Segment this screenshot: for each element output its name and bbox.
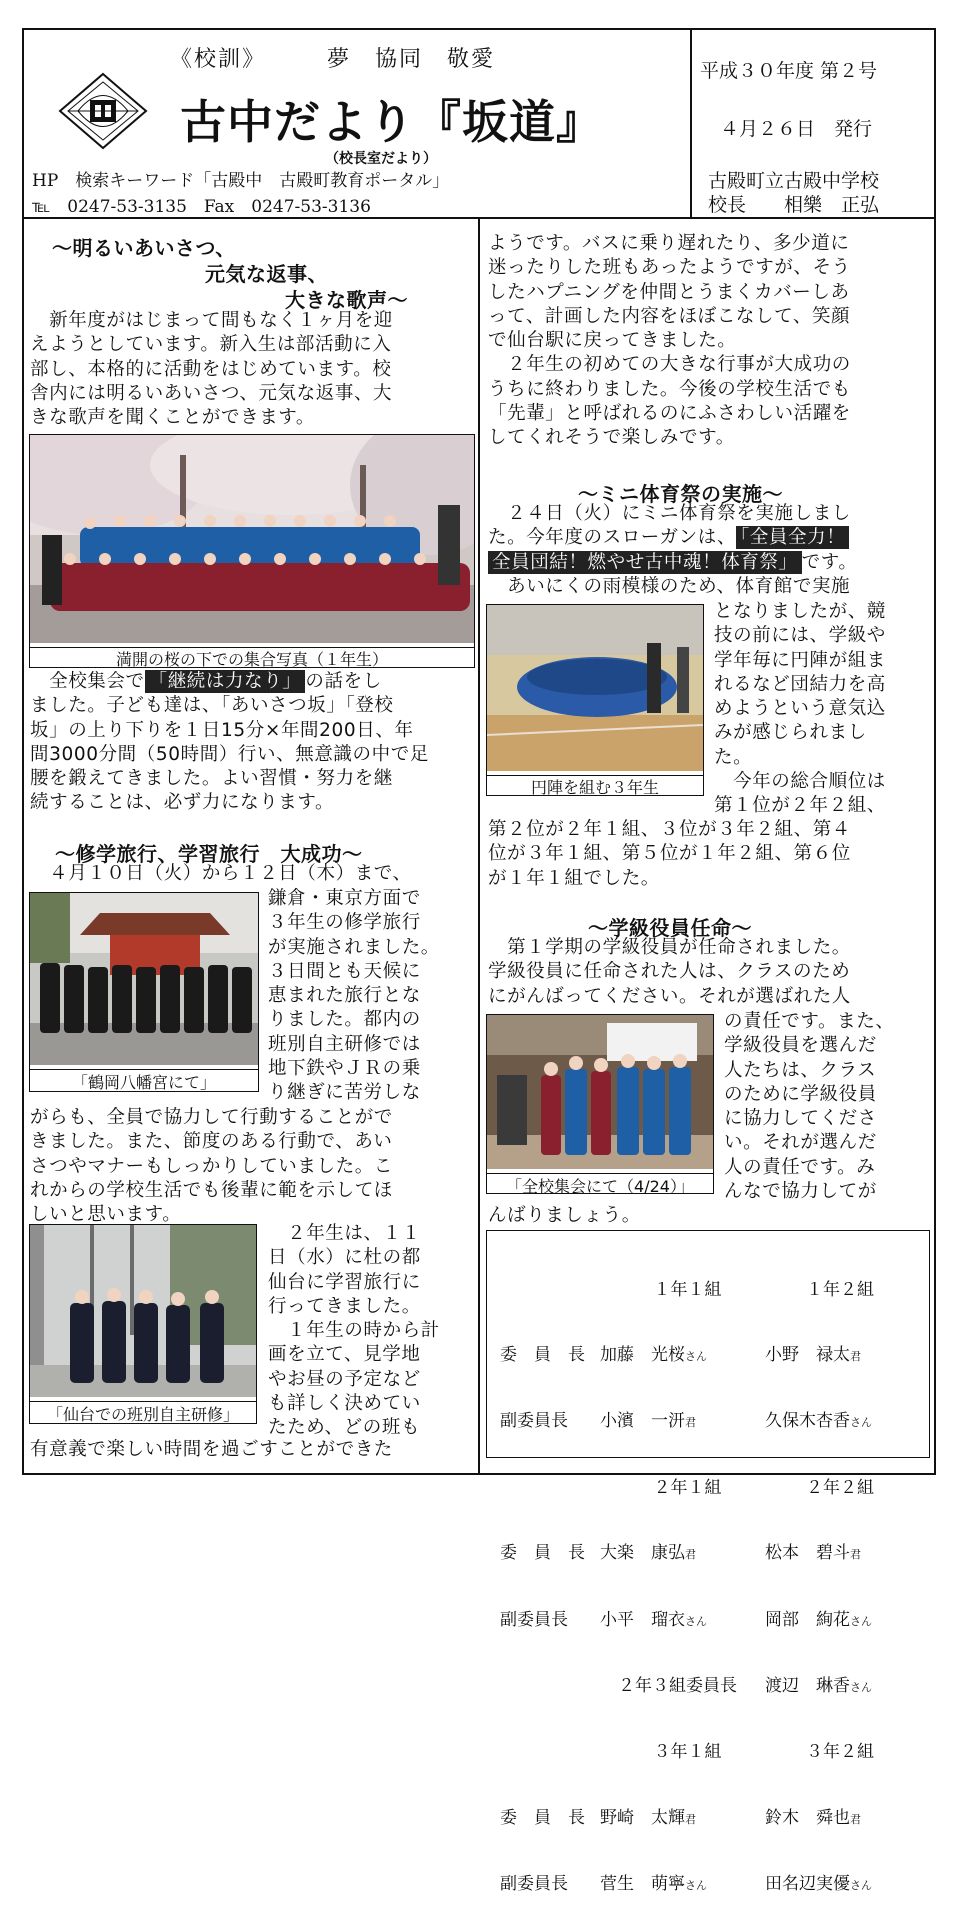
sports-side-text: となりましたが、競 技の前には、学級や 学年毎に円陣が組ま れるなど団結力を高 めようという意気込 みが感じられまし た。 今年の総合順位は 第１位が２年２組、 (714, 601, 886, 817)
photo4-caption: 円陣を組む３年生 (487, 775, 703, 799)
roster-row: 委 員 長 野崎 太輝君 鈴木 舜也君 (500, 1807, 861, 1828)
officer-roster (500, 1236, 915, 1919)
roster-row: １年１組 １年２組 (653, 1279, 874, 1300)
school-name: 古殿町立古殿中学校 (708, 170, 880, 192)
trip-first-line: ４月１０日（火）から１２日（木）まで、 (30, 863, 412, 884)
sports-results-text: 第２位が２年１組、３位が３年２組、第４ 位が３年１組、第５位が１年２組、第６位 が１年１組でした。 (488, 819, 851, 889)
roster-row: 委 員 長 大楽 康弘君 松本 碧斗君 (500, 1543, 861, 1564)
paragraph-new-year: 新年度がはじまって間もなく１ヶ月を迎 えようとしています。新入生は部活動に入 部し、本格的に活動をはじめています。校 舎内には明るいあいさつ、元気な返事、大 きな歌声を聞くことができます。 (30, 310, 393, 429)
school-motto (170, 42, 495, 73)
officers-side-text: の責任です。また、 学級役員を選んだ 人たちは、クラス のために学級役員 に協力してくださ い。それが選んだ 人の責任です。み んなで協力してが (724, 1011, 895, 1203)
paragraph-sports-day: ２４日（火）にミニ体育祭を実施しまし た。今年度のスローガンは、 「全員全力！ 全員団結！燃やせ古中魂！体育祭」 です。 あいにくの雨模様のため、体育館で実施 (488, 503, 858, 597)
roster-row: 委 員 長 加藤 光桜さん 小野 禄太君 (500, 1344, 861, 1365)
paragraph-continuity: 全校集会で 「継続は力なり」 の話をし ました。子ども達は、「あいさつ坂」「登校 坂」の上り下りを１日15分×年間200日、年 間3000分間（50時間）行い、無意識の中で足 腰を鍛えてきました。よい習慣・努力を継 続することは、必ず力になります。 (30, 671, 429, 814)
roster-row: ２年３組委員長 渡辺 琳香さん (618, 1675, 872, 1696)
hp-search-line: HP 検索キーワード「古殿中 古殿町教育ポータル」 (32, 171, 450, 191)
heading-mini-sports-day: ～ミニ体育祭の実施～ (578, 482, 783, 506)
photo3-caption: 「仙台での班別自主研修」 (30, 1401, 256, 1427)
issue-date: ４月２６日 発行 (720, 118, 873, 140)
newsletter-subtitle: （校長室だより） (325, 151, 437, 167)
roster-row: ２年１組 ２年２組 (653, 1477, 874, 1498)
roster-row: 副委員長 菅生 萌寧さん 田名辺実優さん (500, 1874, 872, 1895)
issue-number: 平成３０年度 第２号 (700, 60, 878, 82)
motto-label: 《校訓》 (170, 47, 256, 72)
trip-side-text: 鎌倉・東京方面で ３年生の修学旅行 が実施されました。 ３日間とも天候に 恵まれた旅行とな りました。都内の 班別自主研修では 地下鉄やＪＲの乗 り継ぎに苦労しな (268, 888, 440, 1104)
highlight-slogan-2: 全員団結！燃やせ古中魂！体育祭」 (488, 551, 802, 574)
photo-tsurugaoka-hachimangu (30, 893, 258, 1065)
photo-assembly-officers (487, 1015, 713, 1169)
tel-fax-line: ℡ 0247-53-3135 Fax 0247-53-3136 (32, 197, 371, 217)
heading-class-officers: ～学級役員任命～ (588, 916, 752, 940)
photo2-box (29, 892, 259, 1092)
photo1-box (29, 434, 475, 668)
heading-greetings-line1: ～明るいあいさつ、 (52, 236, 236, 260)
sendai-side-text: ２年生は、１１ 日（水）に杜の都 仙台に学習旅行に 行ってきました。 １年生の時から計 画を立て、見学地 やお昼の予定など も詳しく決めてい たため、どの班も (268, 1223, 440, 1439)
photo1-caption: 満開の桜の下での集合写真（１年生） (30, 647, 474, 671)
paragraph-sendai-continued: ようです。バスに乗り遅れたり、多少道に 迷ったりした班もあったようですが、そう したハプニングを仲間とうまくカバーしあ って、計画した内容をほぼこなして、笑顔 で仙台駅に戻ってきました。 ２年生の初めての大きな行事が大成功の うちに終わりました。今後の学校生活でも 「先輩」と呼ばれるのにふさわしい活躍を してくれそうで楽しみです。 (488, 233, 851, 449)
photo5-caption: 「全校集会にて（4/24）」 (487, 1173, 713, 1198)
newsletter-title: 古中だより『坂道』 (180, 95, 603, 149)
photo5-box (486, 1014, 714, 1194)
paragraph-class-officers: 第１学期の学級役員が任命されました。 学級役員に任命された人は、クラスのため にがんばってください。それが選ばれた人 (488, 937, 851, 1007)
trip-full-text: がらも、全員で協力して行動することがで きました。また、節度のある行動で、あい さつやマナーもしっかりしていました。こ れからの学校生活でも後輩に範を示してほ しいと思います。 (30, 1107, 393, 1226)
highlight-keizoku: 「継続は力なり」 (145, 670, 306, 693)
photo4-box (486, 604, 704, 796)
school-crest-icon (58, 72, 148, 150)
highlight-slogan-1: 「全員全力！ (736, 526, 849, 549)
roster-row: 副委員長 小濱 一汧君 久保木杏香さん (500, 1411, 872, 1432)
sendai-last-line: 有意義で楽しい時間を過ごすことができた (30, 1439, 393, 1460)
heading-greetings-line3: 大きな歌声～ (285, 288, 408, 312)
roster-row: ３年１組 ３年２組 (653, 1742, 874, 1763)
photo-class-group-cherry-blossoms (30, 435, 474, 643)
principal-name: 校長 相樂 正弘 (708, 194, 880, 216)
body-column-divider (478, 218, 480, 1475)
header-column-divider (690, 28, 692, 218)
photo2-caption: 「鶴岡八幡宮にて」 (30, 1069, 258, 1095)
motto-values: 夢 協同 敬愛 (327, 47, 496, 72)
heading-school-trip: ～修学旅行、学習旅行 大成功～ (55, 842, 363, 866)
heading-greetings-line2: 元気な返事、 (205, 262, 328, 286)
roster-row: 副委員長 小平 瑠衣さん 岡部 絢花さん (500, 1609, 872, 1630)
photo-sendai-study (30, 1225, 256, 1397)
officers-last-line: んばりましょう。 (488, 1205, 641, 1226)
photo3-box (29, 1224, 257, 1424)
photo-huddle-third-grade (487, 605, 703, 771)
